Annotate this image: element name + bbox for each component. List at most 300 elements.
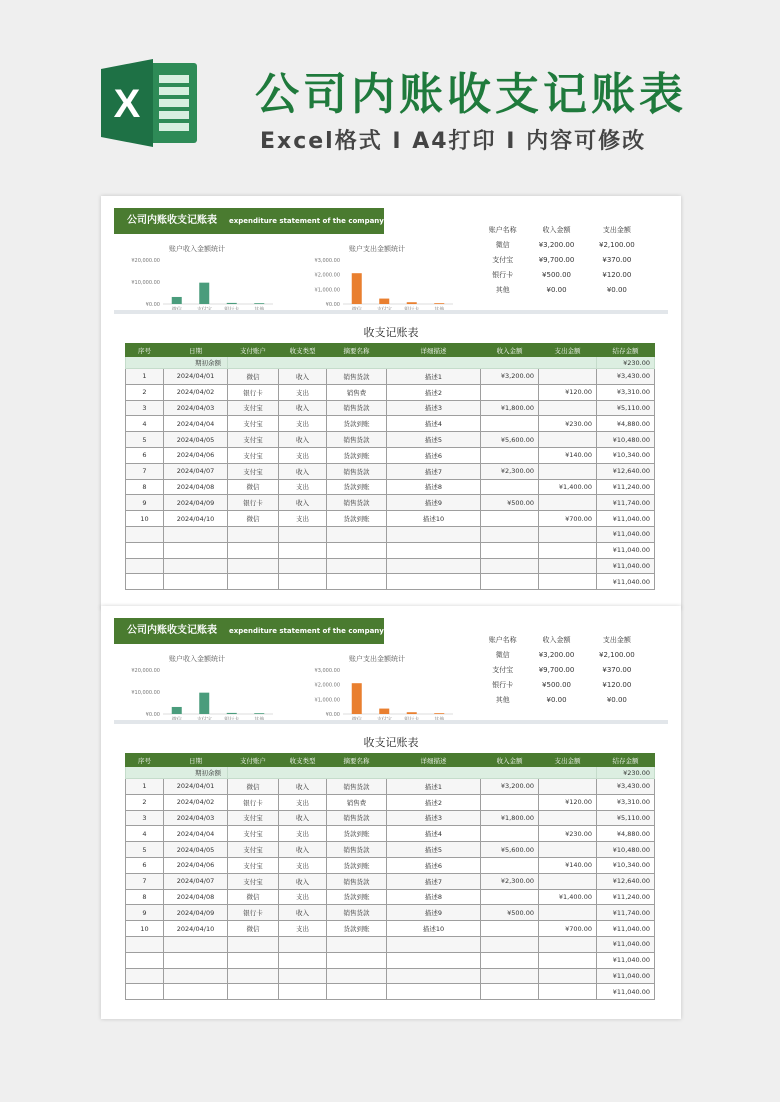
ledger-cell: ¥5,600.00 xyxy=(481,432,539,448)
ledger-cell: ¥230.00 xyxy=(539,826,597,842)
ledger-cell: 货款到账 xyxy=(327,857,387,873)
summary-header: 收入金额 xyxy=(542,635,571,644)
ledger-cell xyxy=(481,526,539,542)
ledger-cell: 2024/04/03 xyxy=(164,400,228,416)
ledger-cell: 微信 xyxy=(228,921,279,937)
ledger-cell: 收入 xyxy=(279,495,327,511)
summary-cell: ¥0.00 xyxy=(546,695,567,704)
sheet-header-cn: 公司内账收支记账表 xyxy=(127,625,217,636)
table-row xyxy=(126,384,655,400)
ledger-cell: ¥11,040.00 xyxy=(597,968,655,984)
ledger-cell xyxy=(126,968,164,984)
ledger-cell: 收入 xyxy=(279,432,327,448)
summary-cell: ¥370.00 xyxy=(602,255,632,264)
summary-cell: ¥2,100.00 xyxy=(599,240,635,249)
ledger-cell: 销售货款 xyxy=(327,463,387,479)
ledger-cell: 微信 xyxy=(228,369,279,385)
ledger-cell: 销售费 xyxy=(327,794,387,810)
y-tick-label: ¥3,000.00 xyxy=(314,668,340,674)
summary-row xyxy=(479,692,647,707)
y-tick-label: ¥0.00 xyxy=(145,712,160,718)
ledger-cell xyxy=(387,558,481,574)
ledger-cell xyxy=(481,511,539,527)
table-row xyxy=(126,416,655,432)
table-row xyxy=(126,873,655,889)
ledger-cell: 销售货款 xyxy=(327,873,387,889)
summary-cell: ¥3,200.00 xyxy=(538,240,575,249)
y-tick-label: ¥10,000.00 xyxy=(131,690,160,696)
excel-logo-icon xyxy=(101,57,199,149)
summary-header: 账户名称 xyxy=(488,635,517,644)
ledger-cell xyxy=(327,984,387,1000)
ledger-table xyxy=(125,343,655,590)
ledger-cell xyxy=(539,574,597,590)
expense-chart xyxy=(297,654,457,724)
ledger-cell: ¥4,880.00 xyxy=(597,826,655,842)
ledger-cell: 货款到账 xyxy=(327,416,387,432)
chart-plot xyxy=(117,254,277,312)
ledger-cell: 10 xyxy=(126,511,164,527)
ledger-cell: ¥11,040.00 xyxy=(597,511,655,527)
ledger-header: 日期 xyxy=(164,344,228,357)
ledger-cell: 银行卡 xyxy=(228,384,279,400)
ledger-cell: 1 xyxy=(126,369,164,385)
bar xyxy=(407,712,417,714)
sub-title: Excel格式 I A4打印 I 内容可修改 xyxy=(260,129,647,154)
ledger-cell: 2024/04/10 xyxy=(164,921,228,937)
ledger-cell: 2024/04/07 xyxy=(164,873,228,889)
y-tick-label: ¥10,000.00 xyxy=(131,280,160,286)
table-row xyxy=(126,968,655,984)
ledger-cell xyxy=(481,921,539,937)
ledger-cell: 2024/04/07 xyxy=(164,463,228,479)
ledger-cell: 货款到账 xyxy=(327,921,387,937)
ledger-cell: ¥500.00 xyxy=(481,905,539,921)
main-title: 公司内账收支记账表 xyxy=(255,69,687,120)
ledger-cell: 描述5 xyxy=(387,842,481,858)
ledger-cell: 描述6 xyxy=(387,447,481,463)
ledger-cell xyxy=(164,968,228,984)
ledger-cell: ¥4,880.00 xyxy=(597,416,655,432)
ledger-cell: 描述1 xyxy=(387,369,481,385)
ledger-cell xyxy=(279,968,327,984)
table-row xyxy=(126,526,655,542)
ledger-cell: ¥5,110.00 xyxy=(597,810,655,826)
ledger-cell: 销售货款 xyxy=(327,779,387,795)
opening-label: 期初余额 xyxy=(126,767,228,779)
table-row xyxy=(126,479,655,495)
ledger-cell xyxy=(481,984,539,1000)
table-row xyxy=(126,463,655,479)
ledger-cell: 描述3 xyxy=(387,810,481,826)
table-row xyxy=(126,574,655,590)
ledger-cell xyxy=(228,558,279,574)
ledger-cell: ¥11,740.00 xyxy=(597,495,655,511)
sheet-preview xyxy=(101,606,681,1019)
ledger-cell: ¥2,300.00 xyxy=(481,873,539,889)
ledger-cell: 支出 xyxy=(279,889,327,905)
ledger-header: 结存金额 xyxy=(597,344,655,357)
ledger-cell xyxy=(481,416,539,432)
ledger-cell xyxy=(387,574,481,590)
ledger-cell xyxy=(327,558,387,574)
summary-cell: ¥500.00 xyxy=(542,270,571,279)
summary-cell: 其他 xyxy=(495,285,510,294)
table-row xyxy=(126,779,655,795)
y-tick-label: ¥2,000.00 xyxy=(314,682,340,689)
ledger-cell: 支付宝 xyxy=(228,416,279,432)
summary-cell: 支付宝 xyxy=(492,665,514,674)
sheet-preview xyxy=(101,196,681,609)
table-row xyxy=(126,558,655,574)
sheet-header-en: expenditure statement of the company xyxy=(229,627,384,635)
ledger-cell: 支出 xyxy=(279,479,327,495)
ledger-cell: 描述6 xyxy=(387,857,481,873)
ledger-cell: 2024/04/01 xyxy=(164,779,228,795)
ledger-cell xyxy=(539,369,597,385)
ledger-cell: 6 xyxy=(126,857,164,873)
ledger-cell: 2024/04/06 xyxy=(164,447,228,463)
ledger-cell: 描述5 xyxy=(387,432,481,448)
ledger-cell xyxy=(539,905,597,921)
ledger-cell xyxy=(164,558,228,574)
ledger-cell: 6 xyxy=(126,447,164,463)
ledger-header: 序号 xyxy=(126,754,164,767)
summary-row xyxy=(479,237,647,252)
y-tick-label: ¥1,000.00 xyxy=(314,697,340,704)
ledger-cell: 描述2 xyxy=(387,384,481,400)
ledger-cell xyxy=(164,952,228,968)
ledger-cell: 2024/04/05 xyxy=(164,842,228,858)
ledger-cell xyxy=(539,842,597,858)
summary-cell: ¥9,700.00 xyxy=(538,665,575,674)
ledger-cell: 3 xyxy=(126,810,164,826)
summary-header: 支出金额 xyxy=(602,635,631,644)
ledger-cell: 支付宝 xyxy=(228,463,279,479)
ledger-cell xyxy=(164,984,228,1000)
ledger-cell xyxy=(481,574,539,590)
ledger-cell: ¥11,040.00 xyxy=(597,558,655,574)
table-row xyxy=(126,794,655,810)
ledger-cell: 8 xyxy=(126,889,164,905)
ledger-cell: ¥2,300.00 xyxy=(481,463,539,479)
opening-balance-row xyxy=(126,357,655,369)
ledger-cell xyxy=(481,826,539,842)
summary-cell: 银行卡 xyxy=(492,680,514,689)
table-row xyxy=(126,921,655,937)
ledger-cell: 4 xyxy=(126,826,164,842)
table-row xyxy=(126,511,655,527)
divider xyxy=(114,310,668,314)
ledger-cell xyxy=(327,936,387,952)
ledger-cell xyxy=(228,952,279,968)
ledger-cell: ¥12,640.00 xyxy=(597,873,655,889)
ledger-cell xyxy=(327,542,387,558)
ledger-cell xyxy=(481,558,539,574)
ledger-cell: ¥700.00 xyxy=(539,511,597,527)
ledger-cell: 支付宝 xyxy=(228,810,279,826)
ledger-header: 摘要名称 xyxy=(327,754,387,767)
ledger-header: 详细描述 xyxy=(387,754,481,767)
ledger-cell: ¥3,310.00 xyxy=(597,384,655,400)
ledger-cell: 销售货款 xyxy=(327,842,387,858)
ledger-cell xyxy=(228,526,279,542)
ledger-cell: 支付宝 xyxy=(228,826,279,842)
ledger-cell xyxy=(126,526,164,542)
ledger-cell xyxy=(327,574,387,590)
ledger-cell: ¥11,040.00 xyxy=(597,936,655,952)
ledger-cell: ¥12,640.00 xyxy=(597,463,655,479)
ledger-cell: 货款到账 xyxy=(327,479,387,495)
ledger-cell xyxy=(387,952,481,968)
ledger-header: 日期 xyxy=(164,754,228,767)
ledger-cell xyxy=(539,432,597,448)
chart-title: 账户收入金额统计 xyxy=(169,655,225,663)
ledger-cell: ¥1,400.00 xyxy=(539,479,597,495)
account-summary-table xyxy=(479,222,647,297)
summary-row xyxy=(479,647,647,662)
ledger-cell xyxy=(279,984,327,1000)
ledger-cell xyxy=(539,526,597,542)
ledger-cell: 9 xyxy=(126,495,164,511)
ledger-cell xyxy=(539,810,597,826)
ledger-cell xyxy=(164,936,228,952)
ledger-cell xyxy=(279,936,327,952)
bar xyxy=(434,713,444,714)
expense-chart xyxy=(297,244,457,314)
ledger-cell: ¥11,040.00 xyxy=(597,952,655,968)
ledger-cell xyxy=(228,984,279,1000)
sheet-header-cn: 公司内账收支记账表 xyxy=(127,215,217,226)
sheet-header xyxy=(114,208,384,234)
y-tick-label: ¥0.00 xyxy=(325,712,340,718)
ledger-cell: ¥11,740.00 xyxy=(597,905,655,921)
ledger-cell xyxy=(539,558,597,574)
ledger-cell: 描述3 xyxy=(387,400,481,416)
table-row xyxy=(126,842,655,858)
ledger-cell: 收入 xyxy=(279,873,327,889)
ledger-cell xyxy=(539,936,597,952)
ledger-cell: 货款到账 xyxy=(327,889,387,905)
ledger-cell xyxy=(164,526,228,542)
ledger-cell: 收入 xyxy=(279,463,327,479)
ledger-cell: 支付宝 xyxy=(228,842,279,858)
ledger-cell xyxy=(539,984,597,1000)
ledger-cell: 微信 xyxy=(228,779,279,795)
ledger-cell: 描述7 xyxy=(387,463,481,479)
ledger-cell: ¥1,400.00 xyxy=(539,889,597,905)
ledger-cell: 收入 xyxy=(279,779,327,795)
table-row xyxy=(126,905,655,921)
ledger-cell: 2024/04/08 xyxy=(164,889,228,905)
ledger-cell: 描述2 xyxy=(387,794,481,810)
account-summary-table xyxy=(479,632,647,707)
summary-header: 支出金额 xyxy=(602,225,631,234)
ledger-cell xyxy=(126,542,164,558)
sheet-header-en: expenditure statement of the company xyxy=(229,217,384,225)
ledger-cell: 支出 xyxy=(279,511,327,527)
ledger-header: 收支类型 xyxy=(279,754,327,767)
ledger-cell xyxy=(481,968,539,984)
ledger-cell: ¥120.00 xyxy=(539,384,597,400)
ledger-cell: 描述10 xyxy=(387,511,481,527)
ledger-cell xyxy=(387,542,481,558)
ledger-cell: ¥5,110.00 xyxy=(597,400,655,416)
ledger-cell: ¥10,480.00 xyxy=(597,842,655,858)
ledger-cell: ¥500.00 xyxy=(481,495,539,511)
ledger-cell: 2 xyxy=(126,794,164,810)
ledger-cell: 支出 xyxy=(279,921,327,937)
ledger-cell: ¥1,800.00 xyxy=(481,810,539,826)
ledger-cell xyxy=(387,526,481,542)
chart-title: 账户收入金额统计 xyxy=(169,245,225,253)
ledger-cell: ¥5,600.00 xyxy=(481,842,539,858)
ledger-cell: 收入 xyxy=(279,400,327,416)
ledger-cell xyxy=(228,574,279,590)
ledger-cell: ¥10,340.00 xyxy=(597,857,655,873)
ledger-cell: 2024/04/01 xyxy=(164,369,228,385)
ledger-cell: 1 xyxy=(126,779,164,795)
ledger-cell: 货款到账 xyxy=(327,826,387,842)
table-row xyxy=(126,889,655,905)
ledger-cell: ¥140.00 xyxy=(539,447,597,463)
ledger-cell: 收入 xyxy=(279,369,327,385)
ledger-cell xyxy=(539,463,597,479)
table-row xyxy=(126,369,655,385)
ledger-cell: 描述9 xyxy=(387,495,481,511)
ledger-cell: 支付宝 xyxy=(228,873,279,889)
ledger-header: 支付账户 xyxy=(228,754,279,767)
table-row xyxy=(126,495,655,511)
ledger-cell: 描述9 xyxy=(387,905,481,921)
ledger-header: 详细描述 xyxy=(387,344,481,357)
ledger-cell: ¥230.00 xyxy=(539,416,597,432)
ledger-cell xyxy=(228,542,279,558)
ledger-cell: 微信 xyxy=(228,889,279,905)
ledger-cell: ¥3,430.00 xyxy=(597,369,655,385)
ledger-cell: 2024/04/09 xyxy=(164,905,228,921)
summary-cell: ¥370.00 xyxy=(602,665,632,674)
ledger-cell: 描述10 xyxy=(387,921,481,937)
table-row xyxy=(126,810,655,826)
summary-header: 收入金额 xyxy=(542,225,571,234)
summary-row xyxy=(479,662,647,677)
sheet-header xyxy=(114,618,384,644)
chart-plot xyxy=(117,664,277,722)
ledger-cell: 9 xyxy=(126,905,164,921)
ledger-cell: 描述4 xyxy=(387,826,481,842)
ledger-cell: 销售货款 xyxy=(327,905,387,921)
y-tick-label: ¥0.00 xyxy=(325,302,340,308)
ledger-cell: ¥700.00 xyxy=(539,921,597,937)
bar xyxy=(227,303,237,304)
opening-label: 期初余额 xyxy=(126,357,228,369)
table-row xyxy=(126,984,655,1000)
divider xyxy=(114,720,668,724)
ledger-header: 支出金额 xyxy=(539,754,597,767)
ledger-cell: 5 xyxy=(126,432,164,448)
summary-row xyxy=(479,677,647,692)
table-row xyxy=(126,447,655,463)
chart-title: 账户支出金额统计 xyxy=(349,655,405,663)
ledger-cell: 销售费 xyxy=(327,384,387,400)
ledger-cell: 2024/04/05 xyxy=(164,432,228,448)
ledger-cell: ¥3,430.00 xyxy=(597,779,655,795)
ledger-cell: ¥11,040.00 xyxy=(597,542,655,558)
ledger-cell xyxy=(539,873,597,889)
summary-cell: ¥3,200.00 xyxy=(538,650,575,659)
bar xyxy=(434,303,444,304)
ledger-cell xyxy=(228,968,279,984)
ledger-cell xyxy=(279,952,327,968)
chart-plot xyxy=(297,664,457,722)
ledger-cell xyxy=(126,984,164,1000)
summary-row xyxy=(479,282,647,297)
ledger-cell: 收入 xyxy=(279,810,327,826)
bar xyxy=(352,273,362,304)
ledger-cell: 销售货款 xyxy=(327,369,387,385)
income-chart xyxy=(117,654,277,724)
ledger-cell xyxy=(327,968,387,984)
bar xyxy=(379,299,389,304)
ledger-cell: 2024/04/04 xyxy=(164,416,228,432)
summary-cell: ¥0.00 xyxy=(606,695,627,704)
ledger-cell: 2024/04/02 xyxy=(164,384,228,400)
ledger-cell: 收入 xyxy=(279,842,327,858)
ledger-cell: 收入 xyxy=(279,905,327,921)
summary-cell: ¥9,700.00 xyxy=(538,255,575,264)
summary-row xyxy=(479,252,647,267)
ledger-cell xyxy=(126,558,164,574)
ledger-cell: 销售货款 xyxy=(327,400,387,416)
summary-cell: 其他 xyxy=(495,695,510,704)
bar xyxy=(227,713,237,714)
ledger-cell xyxy=(126,574,164,590)
ledger-header: 支出金额 xyxy=(539,344,597,357)
ledger-cell xyxy=(279,526,327,542)
summary-cell: 微信 xyxy=(495,650,510,659)
ledger-cell: ¥120.00 xyxy=(539,794,597,810)
ledger-cell: 2024/04/06 xyxy=(164,857,228,873)
bar xyxy=(172,707,182,714)
ledger-cell xyxy=(228,936,279,952)
ledger-cell: 银行卡 xyxy=(228,794,279,810)
summary-cell: ¥0.00 xyxy=(546,285,567,294)
y-tick-label: ¥20,000.00 xyxy=(131,258,160,264)
y-tick-label: ¥1,000.00 xyxy=(314,287,340,294)
ledger-cell: 支出 xyxy=(279,826,327,842)
ledger-cell: 8 xyxy=(126,479,164,495)
ledger-cell xyxy=(279,558,327,574)
y-tick-label: ¥0.00 xyxy=(145,302,160,308)
ledger-cell: 2024/04/10 xyxy=(164,511,228,527)
ledger-cell: 微信 xyxy=(228,511,279,527)
ledger-cell: ¥11,040.00 xyxy=(597,984,655,1000)
ledger-header: 结存金额 xyxy=(597,754,655,767)
ledger-cell: 2 xyxy=(126,384,164,400)
ledger-cell: 支付宝 xyxy=(228,432,279,448)
ledger-cell xyxy=(387,936,481,952)
ledger-cell: 销售货款 xyxy=(327,810,387,826)
ledger-table xyxy=(125,753,655,1000)
ledger-cell xyxy=(481,889,539,905)
ledger-cell xyxy=(539,779,597,795)
ledger-cell: 货款到账 xyxy=(327,511,387,527)
summary-cell: 支付宝 xyxy=(492,255,514,264)
opening-balance: ¥230.00 xyxy=(597,767,655,779)
ledger-cell xyxy=(481,447,539,463)
bar xyxy=(379,709,389,714)
